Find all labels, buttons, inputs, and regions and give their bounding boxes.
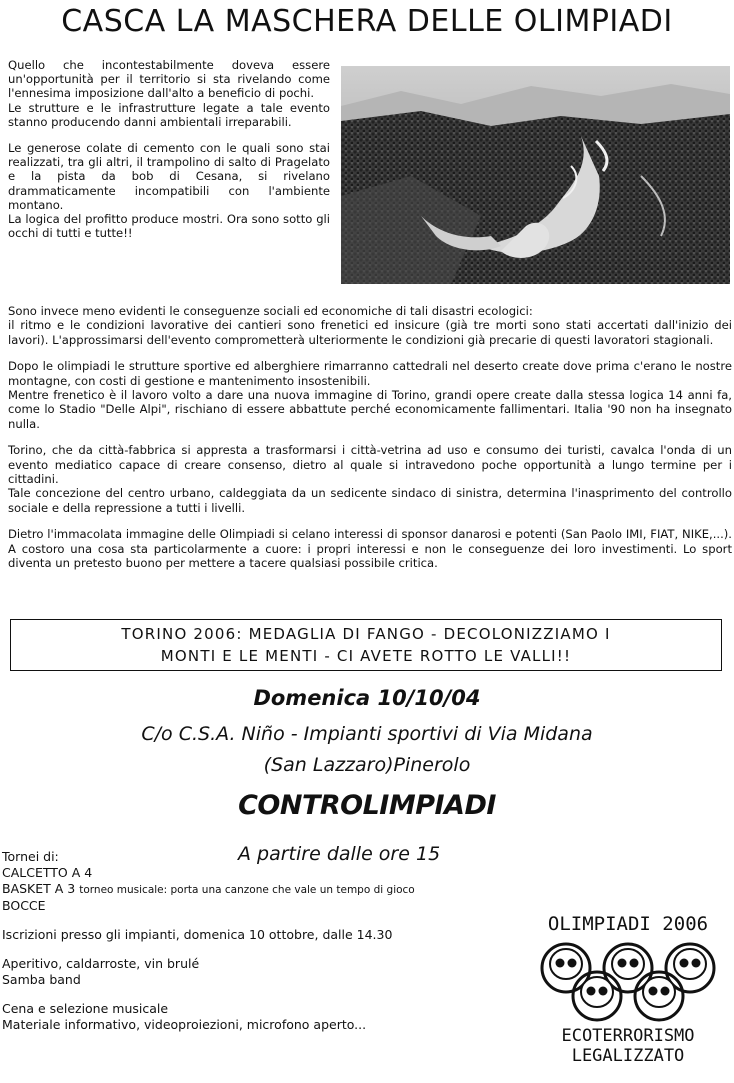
event-name: CONTROLIMPIADI — [238, 790, 496, 821]
body-paragraph: Sono invece meno evidenti le conseguenze sociali ed economiche di tali disastri ecologici: il ritmo e le condizioni lavorative dei cantieri sono frenetici ed insicure (già tre morti sono stati accertati dall'inizio dei lavori). L'approssimarsi dell'evento comprometterà ulteriormente le condizioni già precarie di questi lavoratori stagionali. — [8, 304, 732, 347]
start-time: A partire dalle ore 15 — [238, 843, 441, 865]
intro-text — [8, 58, 330, 252]
skull-rings-icon — [526, 908, 730, 1068]
slogan-line: MONTI E LE MENTI - CI AVETE ROTTO LE VALLI!! — [160, 647, 572, 665]
logo-line1-text: ECOTERRORISMO — [561, 1026, 695, 1046]
program-item: CALCETTO A 4 — [2, 865, 93, 880]
program-item-label: BASKET A 3 — [2, 881, 76, 896]
program-item — [2, 881, 522, 898]
program-item: Iscrizioni presso gli impianti, domenica 10 ottobre, dalle 14.30 — [2, 927, 393, 942]
program-item-note: torneo musicale: porta una canzone che vale un tempo di gioco — [79, 884, 415, 896]
program-item: Materiale informativo, videoproiezioni, microfono aperto... — [2, 1017, 367, 1032]
logo-line2-text: LEGALIZZATO — [571, 1046, 685, 1066]
program-item: Aperitivo, caldarroste, vin brulé — [2, 956, 200, 971]
mountain-aerial-photo — [341, 66, 730, 284]
program-item: BOCCE — [2, 898, 46, 913]
event-place-line: C/o C.S.A. Niño - Impianti sportivi di Via Midana — [141, 723, 593, 745]
event-date: Domenica 10/10/04 — [253, 686, 481, 710]
intro-paragraph: Quello che incontestabilmente doveva essere un'opportunità per il territorio si sta rivelando come l'ennesima imposizione dall'alto a beneficio di pochi. Le strutture e le infrastrutture legate a tale evento stanno producendo danni ambientali irreparabili. — [8, 58, 330, 129]
body-paragraph: Torino, che da città-fabbrica si appresta a trasformarsi i città-vetrina ad uso e consumo dei turisti, cavalca l'onda di un evento mediatico capace di creare consenso, dietro al quale si intravedono poche opportunità a lungo termine per i cittadini. Tale concezione del centro urbano, caldeggiata da un sedicente sindaco di sinistra, determina l'inasprimento del controllo sociale e della repressione a tutti i livelli. — [8, 443, 732, 515]
intro-paragraph: Le generose colate di cemento con le quali sono stai realizzati, tra gli altri, il trampolino di salto di Pragelato e la pista da bob di Cesana, si rivelano drammaticamente incompatibili con l'ambiente montano. La logica del profitto produce mostri. Ora sono sotto gli occhi di tutti e tutte!! — [8, 141, 330, 241]
mountain-aerial-photo-svg — [341, 66, 730, 284]
event-place — [0, 719, 734, 781]
body-paragraph: Dopo le olimpiadi le strutture sportive ed alberghiere rimarranno cattedrali nel deserto create dove prima c'erano le nostre montagne, con costi di gestione e mantenimento insostenibili. Mentre frenetico è il lavoro volto a dare una nuova immagine di Torino, grandi opere create dalla stessa logica 14 anni fa, come lo Stadio "Delle Alpi", rischiano di essere abbattute perché economicamente fallimentari. Italia '90 non ha insegnato nulla. — [8, 359, 732, 431]
logo-top-text: OLIMPIADI 2006 — [547, 913, 709, 935]
body-text — [8, 304, 732, 583]
body-paragraph: Dietro l'immacolata immagine delle Olimpiadi si celano interessi di sponsor danarosi e potenti (San Paolo IMI, FIAT, NIKE,...). A costoro una cosa sta particolarmente a cuore: i propri interessi e non le conseguenze dei loro investimenti. Lo sport diventa un pretesto buono per mettere a tacere qualsiasi possibile critica. — [8, 527, 732, 571]
program-item: Cena e selezione musicale — [2, 1001, 169, 1016]
slogan-line: TORINO 2006: MEDAGLIA DI FANGO - DECOLONIZZIAMO I — [121, 625, 611, 643]
program-item: Tornei di: — [2, 849, 59, 864]
program-item: Samba band — [2, 972, 81, 987]
program-list — [2, 849, 522, 1033]
slogan-box — [10, 619, 722, 671]
page-title: CASCA LA MASCHERA DELLE OLIMPIADI — [61, 4, 673, 39]
event-place-line: (San Lazzaro)Pinerolo — [263, 754, 471, 776]
olympic-skulls-logo — [526, 908, 730, 1068]
